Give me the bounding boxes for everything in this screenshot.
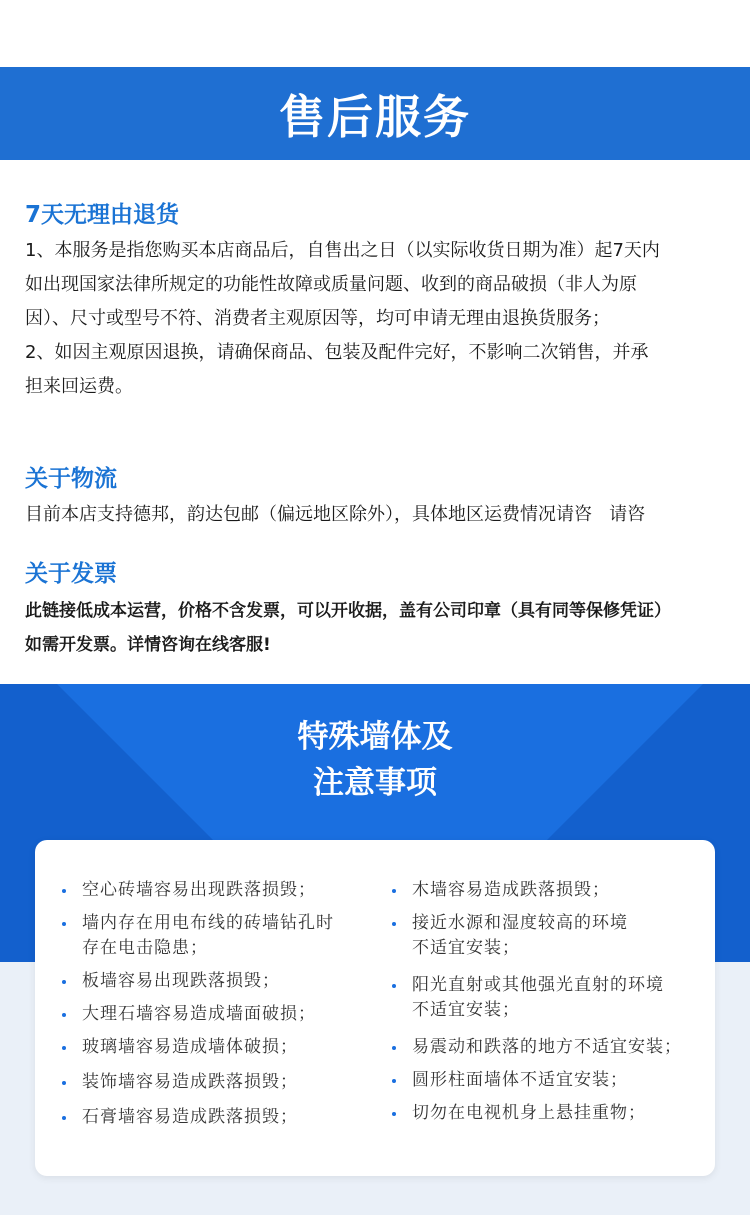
notice-item [60, 1105, 360, 1130]
walls-notice-card [35, 840, 715, 1176]
notice-item [390, 1068, 700, 1093]
bullet-icon [62, 1081, 66, 1085]
bullet-icon [392, 1079, 396, 1083]
banner [0, 67, 750, 160]
notice-item-text: 切勿在电视机身上悬挂重物； [412, 1103, 646, 1123]
walls-heading-line1: 特殊墙体及 [297, 719, 453, 755]
notice-item [60, 1035, 360, 1060]
left-column-list [60, 878, 360, 1130]
bullet-icon [62, 922, 66, 926]
notice-item-text: 石膏墙容易造成跌落损毁； [82, 1107, 298, 1127]
notice-item-text: 接近水源和湿度较高的环境 不适宜安装； [412, 913, 628, 958]
notice-item-text: 板墙容易出现跌落损毁； [82, 971, 280, 991]
returns-text: 1、本服务是指您购买本店商品后，自售出之日（以实际收货日期为准）起7天内 如出现国家法律所规定的功能性故障或质量问题、收到的商品破损（非人为原 因）、尺寸或型号不符、消费者主观原因等，均可申请无理由退换货服务； 2、如因主观原因退换，请确保商品、包装及配件完好，不影响二次销售，并承 担来回运费。 [25, 240, 660, 397]
notice-item [390, 973, 700, 1023]
notice-item [390, 878, 700, 903]
banner-title: 售后服务 [279, 89, 471, 144]
notice-item [390, 1101, 700, 1126]
bullet-icon [392, 889, 396, 893]
notice-item [60, 911, 360, 961]
bullet-icon [392, 1112, 396, 1116]
notice-item [390, 1035, 700, 1060]
notice-item [390, 911, 700, 961]
bullet-icon [62, 1046, 66, 1050]
notice-item-text: 玻璃墙容易造成墙体破损； [82, 1037, 298, 1057]
notice-item-text: 阳光直射或其他强光直射的环境 不适宜安装； [412, 975, 664, 1020]
returns-title: 7天无理由退货 [25, 202, 180, 228]
notice-item-text: 木墙容易造成跌落损毁； [412, 880, 610, 900]
notice-item [60, 878, 360, 903]
logistics-text: 目前本店支持德邦，韵达包邮（偏远地区除外），具体地区运费情况请咨 请咨 [25, 504, 646, 525]
notice-item [60, 1002, 360, 1027]
right-column-list [390, 878, 700, 1126]
notice-item-text: 易震动和跌落的地方不适宜安装； [412, 1037, 682, 1057]
notice-item-text: 圆形柱面墙体不适宜安装； [412, 1070, 628, 1090]
invoice-title: 关于发票 [25, 561, 117, 587]
walls-heading-line2: 注意事项 [313, 765, 437, 801]
bullet-icon [392, 984, 396, 988]
notice-item-text: 墙内存在用电布线的砖墙钻孔时 存在电击隐患； [82, 913, 334, 958]
bullet-icon [62, 889, 66, 893]
notice-item [60, 1070, 360, 1095]
notice-item [60, 969, 360, 994]
notice-item-text: 空心砖墙容易出现跌落损毁； [82, 880, 316, 900]
bullet-icon [392, 922, 396, 926]
walls-heading [0, 714, 750, 806]
notice-item-text: 装饰墙容易造成跌落损毁； [82, 1072, 298, 1092]
bullet-icon [62, 1116, 66, 1120]
logistics-title: 关于物流 [25, 466, 117, 492]
bullet-icon [392, 1046, 396, 1050]
notice-item-text: 大理石墙容易造成墙面破损； [82, 1004, 316, 1024]
bullet-icon [62, 980, 66, 984]
bullet-icon [62, 1013, 66, 1017]
invoice-text: 此链接低成本运营，价格不含发票，可以开收据，盖有公司印章（具有同等保修凭证） 如需开发票。详情咨询在线客服! [25, 601, 671, 655]
